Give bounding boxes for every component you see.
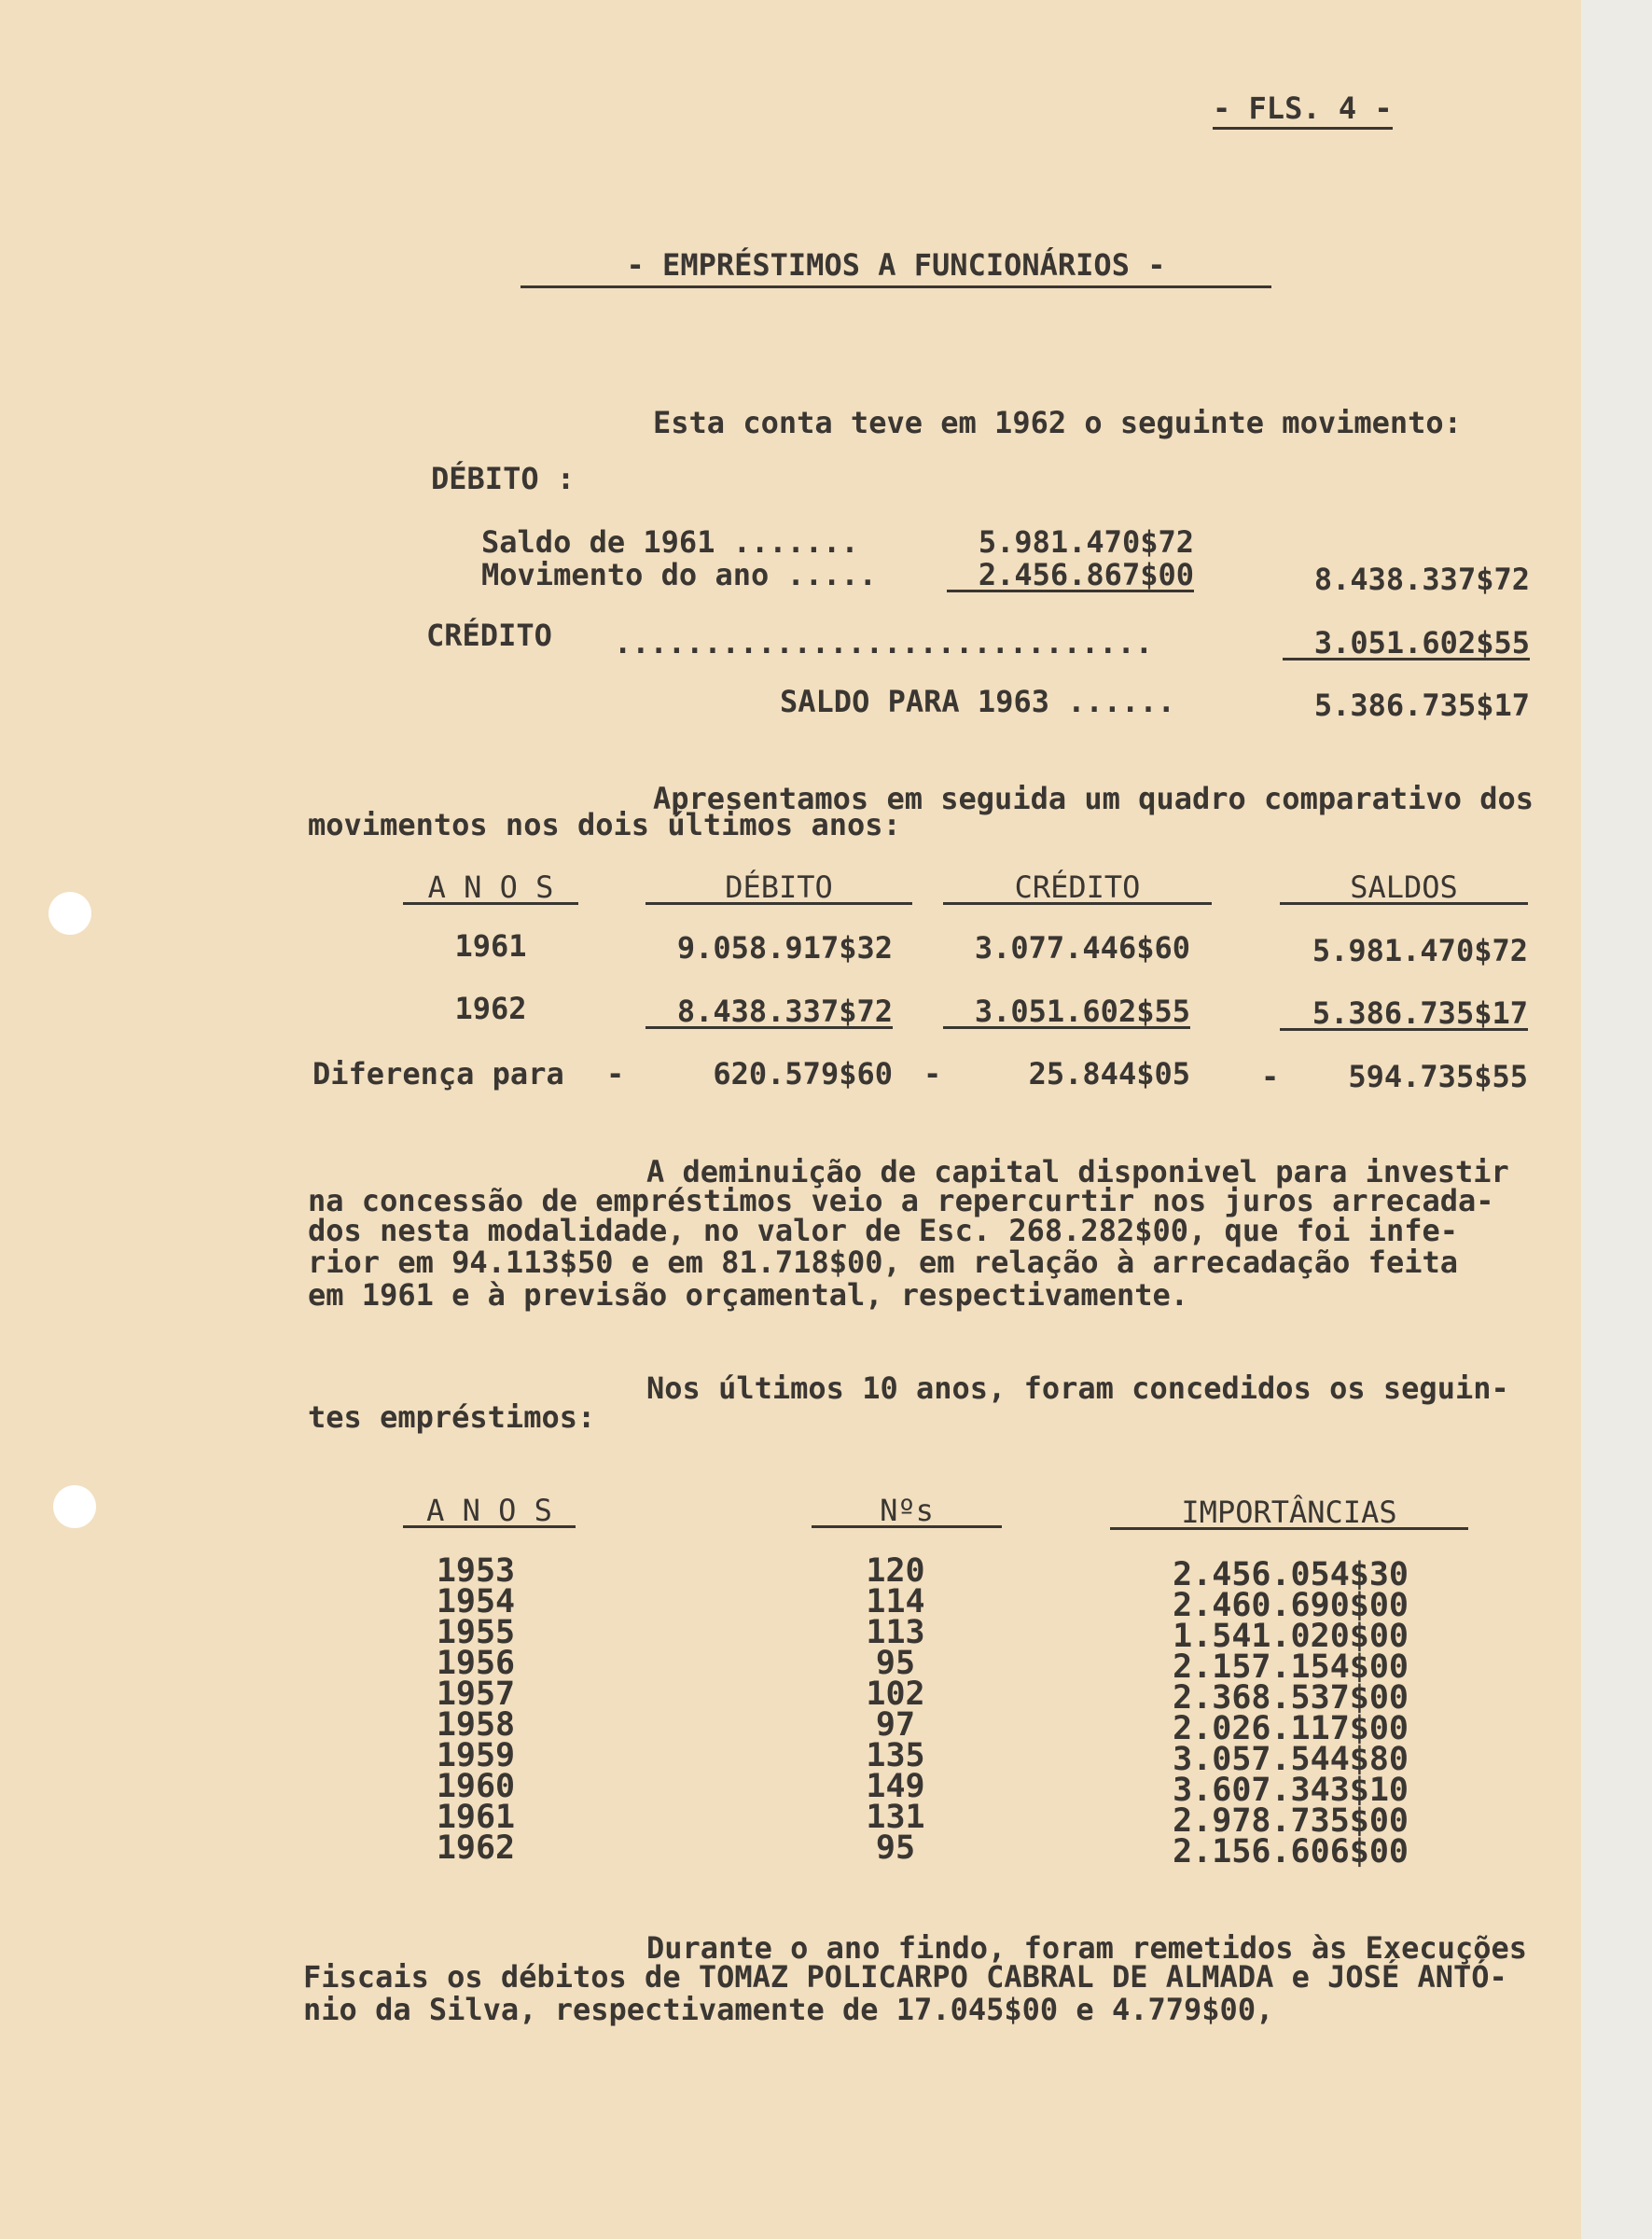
loan-year: 1955	[436, 1614, 516, 1651]
column-header-anos: A N O S	[403, 1495, 576, 1528]
credit-value: 3.051.602$55	[1283, 628, 1530, 661]
comparison-intro-line1: Apresentamos em seguida um quadro comparativo dos	[653, 781, 1534, 816]
punch-hole-top	[49, 892, 91, 935]
loan-amount: 2.456.054$30	[1173, 1556, 1409, 1593]
loan-year: 1960	[436, 1768, 516, 1805]
paragraph-line: em 1961 e à previsão orçamental, respectivamente.	[308, 1277, 1189, 1313]
loan-count: 135	[866, 1737, 925, 1774]
punch-hole-bottom	[53, 1485, 96, 1528]
paragraph-line: A deminuição de capital disponivel para investir	[646, 1154, 1509, 1189]
column-header-saldos: SALDOS	[1280, 872, 1528, 905]
debit-total: 8.438.337$72	[1313, 562, 1530, 597]
comparison-credit: 3.077.446$60	[974, 930, 1190, 966]
difference-saldo: 594.735$55	[1348, 1059, 1528, 1094]
debit-label: DÉBITO :	[431, 461, 576, 496]
loan-count: 149	[866, 1768, 925, 1805]
closing-line: nio da Silva, respectivamente de 17.045$00 e 4.779$00,	[303, 1992, 1274, 2027]
comparison-intro-line2: movimentos nos dois últimos anos:	[308, 807, 901, 842]
difference-debit: 620.579$60	[713, 1056, 893, 1092]
loan-amount: 1.541.020$00	[1173, 1618, 1409, 1655]
loan-year: 1958	[436, 1706, 516, 1744]
movimento-value: 2.456.867$00	[947, 560, 1194, 592]
comparison-credit: 3.051.602$55	[943, 996, 1190, 1029]
loan-count: 120	[866, 1552, 925, 1590]
credit-label: CRÉDITO	[426, 618, 552, 653]
loans-years-column	[429, 1552, 522, 1867]
comparison-debit: 9.058.917$32	[676, 930, 893, 966]
loan-year: 1959	[436, 1737, 516, 1774]
column-header-credito: CRÉDITO	[943, 872, 1212, 905]
loan-count: 102	[866, 1676, 925, 1713]
loan-amount: 2.460.690$00	[1173, 1587, 1409, 1624]
loan-year: 1956	[436, 1645, 516, 1682]
loan-count: 95	[875, 1829, 916, 1867]
loan-count: 114	[866, 1583, 925, 1620]
balance-value: 5.386.735$17	[1313, 688, 1530, 723]
loans-counts-column	[844, 1552, 947, 1867]
comparison-year: 1962	[454, 991, 527, 1026]
paragraph-line: na concessão de empréstimos veio a repercurtir nos juros arrecada-	[308, 1183, 1494, 1218]
page-reference: - FLS. 4 -	[1213, 93, 1393, 130]
closing-line: Fiscais os débitos de TOMAZ POLICARPO CABRAL DE ALMADA e JOSÉ ANTÓ-	[303, 1959, 1507, 1995]
intro-text: Esta conta teve em 1962 o seguinte movimento:	[653, 405, 1462, 440]
column-header-debito: DÉBITO	[646, 872, 912, 905]
loan-amount: 2.978.735$00	[1173, 1802, 1409, 1840]
credit-leader-dots: ..............................	[614, 625, 1153, 661]
balance-label: SALDO PARA 1963 ......	[780, 684, 1175, 719]
difference-dash: -	[923, 1056, 942, 1092]
difference-label: Diferença para	[312, 1056, 564, 1092]
loan-count: 97	[875, 1706, 916, 1744]
difference-dash: -	[1261, 1059, 1280, 1094]
paragraph-line: dos nesta modalidade, no valor de Esc. 268.282$00, que foi infe-	[308, 1213, 1458, 1248]
loan-amount: 3.057.544$80	[1173, 1741, 1409, 1778]
loan-amount: 2.368.537$00	[1173, 1679, 1409, 1717]
comparison-year: 1961	[454, 928, 527, 964]
comparison-debit: 8.438.337$72	[646, 996, 893, 1029]
loan-count: 131	[866, 1799, 925, 1836]
loan-amount: 3.607.343$10	[1173, 1772, 1409, 1809]
loan-count: 95	[875, 1645, 916, 1682]
loan-count: 113	[866, 1614, 925, 1651]
loan-amount: 2.026.117$00	[1173, 1710, 1409, 1747]
paragraph-line: rior em 94.113$50 e em 81.718$00, em relação à arrecadação feita	[308, 1245, 1458, 1280]
column-header-numero: Nºs	[812, 1495, 1002, 1528]
loans-intro-line1: Nos últimos 10 anos, foram concedidos os seguin-	[646, 1370, 1509, 1406]
loans-intro-line2: tes empréstimos:	[308, 1399, 596, 1435]
saldo-value: 5.981.470$72	[978, 524, 1194, 560]
movimento-label: Movimento do ano .....	[481, 557, 877, 592]
loans-amounts-column	[1147, 1556, 1409, 1870]
loan-year: 1962	[436, 1829, 516, 1867]
loan-amount: 2.156.606$00	[1173, 1833, 1409, 1870]
comparison-saldo: 5.981.470$72	[1312, 933, 1528, 968]
difference-dash: -	[606, 1056, 625, 1092]
saldo-label: Saldo de 1961 .......	[481, 524, 859, 560]
loan-year: 1954	[436, 1583, 516, 1620]
column-header-importancias: IMPORTÂNCIAS	[1110, 1497, 1468, 1530]
page-title: - EMPRÉSTIMOS A FUNCIONÁRIOS -	[521, 250, 1271, 288]
loan-amount: 2.157.154$00	[1173, 1648, 1409, 1686]
column-header-anos: A N O S	[403, 872, 578, 905]
scan-border	[1581, 0, 1652, 2239]
difference-credit: 25.844$05	[1028, 1056, 1190, 1092]
loan-year: 1957	[436, 1676, 516, 1713]
closing-line: Durante o ano findo, foram remetidos às Execuções	[646, 1930, 1528, 1966]
loan-year: 1961	[436, 1799, 516, 1836]
comparison-saldo: 5.386.735$17	[1280, 998, 1528, 1031]
loan-year: 1953	[436, 1552, 516, 1590]
